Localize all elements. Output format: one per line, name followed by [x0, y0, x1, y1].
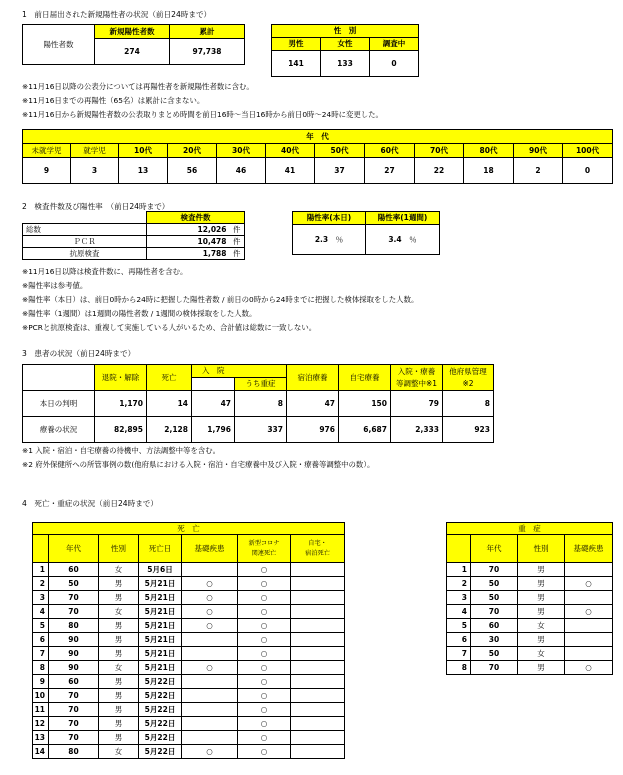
col-sex: 性別 — [518, 535, 565, 563]
covid-related-cell: ○ — [238, 731, 291, 745]
age-value: 22 — [415, 158, 464, 184]
basic-disease-cell: ○ — [182, 577, 238, 591]
cell: 47 — [192, 391, 235, 417]
row-number: 14 — [33, 745, 49, 759]
severe-row — [447, 563, 613, 577]
section2-heading: 2 検査件数及び陽性率 （前日24時まで） — [22, 202, 170, 211]
age-label: 60代 — [365, 144, 415, 158]
basic-disease-cell: ○ — [182, 605, 238, 619]
age-label: 10代 — [119, 144, 168, 158]
unit: 件 — [230, 236, 245, 248]
basic-disease-cell — [565, 563, 613, 577]
covid-related-cell: ○ — [238, 633, 291, 647]
death-date-cell: 5月22日 — [139, 703, 182, 717]
sex-cell: 女 — [99, 605, 139, 619]
death-date-cell: 5月21日 — [139, 619, 182, 633]
age-value: 0 — [563, 158, 613, 184]
home-death-cell — [291, 591, 345, 605]
death-row — [33, 661, 345, 675]
age-cell: 70 — [49, 703, 99, 717]
sex-cell: 男 — [99, 577, 139, 591]
age-cell: 70 — [49, 689, 99, 703]
basic-disease-cell: ○ — [182, 591, 238, 605]
home-death-cell — [291, 731, 345, 745]
death-row — [33, 563, 345, 577]
age-label: 80代 — [464, 144, 514, 158]
age-cell: 90 — [49, 647, 99, 661]
death-date-cell: 5月21日 — [139, 605, 182, 619]
col-covid-related-line2: 関連死亡 — [251, 549, 277, 557]
pcr-value: 10,478 — [147, 236, 230, 248]
death-date-cell: 5月22日 — [139, 745, 182, 759]
rate-day-header: 陽性率(本日) — [293, 212, 366, 225]
cell: 150 — [339, 391, 391, 417]
basic-disease-cell — [182, 675, 238, 689]
row-number: 8 — [33, 661, 49, 675]
sex-cell: 女 — [99, 563, 139, 577]
unit: 件 — [230, 248, 245, 260]
age-cell: 70 — [471, 661, 518, 675]
covid-related-cell: ○ — [238, 745, 291, 759]
covid-related-cell: ○ — [238, 661, 291, 675]
age-cell: 70 — [49, 731, 99, 745]
basic-disease-cell — [565, 633, 613, 647]
s2-note-4: ※陽性率（1週間）は1週間の陽性者数 / 1週間の検体採取をした人数。 — [22, 309, 257, 318]
death-date-cell: 5月6日 — [139, 563, 182, 577]
sex-cell: 女 — [99, 745, 139, 759]
severe-title: 重 症 — [447, 523, 613, 535]
sex-cell: 男 — [99, 591, 139, 605]
test-count-table — [22, 211, 245, 260]
home-header: 自宅療養 — [339, 365, 391, 391]
new-positive-value: 274 — [95, 39, 170, 65]
covid-related-cell: ○ — [238, 703, 291, 717]
covid-related-cell: ○ — [238, 717, 291, 731]
other-pref-header-2: ※2 — [443, 378, 494, 391]
pcr-label: ＰＣＲ — [23, 236, 147, 248]
death-row — [33, 689, 345, 703]
male-header: 男性 — [272, 38, 321, 51]
row-number: 10 — [33, 689, 49, 703]
unit: 件 — [230, 224, 245, 236]
age-label: 未就学児 — [23, 144, 71, 158]
cell: 6,687 — [339, 417, 391, 443]
col-covid-related-line1: 新型コロナ — [248, 539, 280, 547]
death-row — [33, 731, 345, 745]
death-table — [32, 522, 345, 759]
basic-disease-cell — [565, 647, 613, 661]
row-label: 本日の判明 — [23, 391, 95, 417]
cumulative-value: 97,738 — [170, 39, 245, 65]
sex-cell: 男 — [518, 563, 565, 577]
sex-cell: 女 — [99, 661, 139, 675]
cell: 923 — [443, 417, 494, 443]
severe-subheader: うち重症 — [235, 378, 287, 391]
death-date-cell: 5月21日 — [139, 633, 182, 647]
sex-cell: 男 — [518, 605, 565, 619]
age-label: 100代 — [563, 144, 613, 158]
basic-disease-cell: ○ — [182, 619, 238, 633]
age-value: 13 — [119, 158, 168, 184]
covid-related-cell: ○ — [238, 689, 291, 703]
age-value: 46 — [217, 158, 266, 184]
s2-note-5: ※PCRと抗原検査は、重複して実施している人がいるため、合計値は総数に一致しない。 — [22, 323, 317, 332]
age-value: 9 — [23, 158, 71, 184]
s3-note-1: ※1 入院・宿泊・自宅療養の待機中、方法調整中等を含む。 — [22, 446, 221, 455]
antigen-value: 1,788 — [147, 248, 230, 260]
death-row — [33, 591, 345, 605]
age-value: 3 — [71, 158, 119, 184]
home-death-cell — [291, 703, 345, 717]
hospital-header: 入 院 — [192, 365, 287, 378]
home-death-cell — [291, 675, 345, 689]
death-row — [33, 675, 345, 689]
age-value: 2 — [514, 158, 563, 184]
sex-cell: 男 — [99, 619, 139, 633]
col-basic-disease: 基礎疾患 — [182, 535, 238, 563]
death-row — [33, 633, 345, 647]
sex-cell: 男 — [99, 633, 139, 647]
sex-cell: 男 — [99, 689, 139, 703]
age-cell: 30 — [471, 633, 518, 647]
rate-week-value: 3.4 — [388, 234, 402, 244]
basic-disease-cell — [182, 689, 238, 703]
age-label: 40代 — [266, 144, 315, 158]
age-value: 37 — [315, 158, 365, 184]
age-cell: 60 — [471, 619, 518, 633]
death-row — [33, 619, 345, 633]
female-header: 女性 — [321, 38, 370, 51]
basic-disease-cell: ○ — [565, 605, 613, 619]
sex-cell: 男 — [518, 577, 565, 591]
home-death-cell — [291, 689, 345, 703]
section4-heading: 4 死亡・重症の状況（前日24時まで） — [22, 499, 158, 508]
age-cell: 50 — [471, 577, 518, 591]
age-label: 70代 — [415, 144, 464, 158]
covid-related-cell: ○ — [238, 577, 291, 591]
row-number: 3 — [447, 591, 471, 605]
row-number: 1 — [447, 563, 471, 577]
col-age: 年代 — [49, 535, 99, 563]
age-cell: 60 — [49, 675, 99, 689]
rate-day-cell — [293, 225, 366, 255]
col-home-death-line1: 自宅・ — [308, 539, 327, 547]
age-table — [22, 129, 613, 184]
age-cell: 70 — [471, 605, 518, 619]
rate-day-value: 2.3 — [314, 234, 329, 244]
positive-count-label: 陽性者数 — [23, 25, 95, 65]
col-sex: 性別 — [99, 535, 139, 563]
section3-heading: 3 患者の状況（前日24時まで） — [22, 349, 136, 358]
age-cell: 70 — [49, 605, 99, 619]
row-number: 7 — [33, 647, 49, 661]
age-cell: 50 — [49, 577, 99, 591]
sex-cell: 男 — [99, 675, 139, 689]
severe-row — [447, 605, 613, 619]
death-date-cell: 5月22日 — [139, 689, 182, 703]
home-death-cell — [291, 577, 345, 591]
home-death-cell — [291, 647, 345, 661]
basic-disease-cell — [182, 647, 238, 661]
patient-table — [22, 364, 494, 443]
col-death-date: 死亡日 — [139, 535, 182, 563]
positive-rate-table — [292, 211, 440, 255]
covid-related-cell: ○ — [238, 591, 291, 605]
col-covid-related — [238, 535, 291, 563]
severe-rows — [447, 563, 613, 675]
basic-disease-cell — [182, 717, 238, 731]
s2-note-1: ※11月16日以降は検査件数に、再陽性者を含む。 — [22, 267, 188, 276]
col-age: 年代 — [471, 535, 518, 563]
rate-week-cell — [366, 225, 440, 255]
covid-related-cell: ○ — [238, 619, 291, 633]
cell: 47 — [287, 391, 339, 417]
age-cell: 70 — [49, 591, 99, 605]
death-date-cell: 5月21日 — [139, 591, 182, 605]
male-value: 141 — [272, 51, 321, 77]
age-cell: 50 — [471, 647, 518, 661]
cell: 337 — [235, 417, 287, 443]
age-cell: 80 — [49, 619, 99, 633]
age-header: 年 代 — [23, 130, 613, 144]
home-death-cell — [291, 745, 345, 759]
death-date-cell: 5月21日 — [139, 647, 182, 661]
adjusting-header-2: 等調整中※1 — [391, 378, 443, 391]
cell: 79 — [391, 391, 443, 417]
death-date-cell: 5月22日 — [139, 717, 182, 731]
age-cell: 70 — [49, 717, 99, 731]
s1-note-1: ※11月16日以降の公表分については再陽性者を新規陽性者数に含む。 — [22, 82, 254, 91]
death-row — [33, 647, 345, 661]
basic-disease-cell: ○ — [182, 745, 238, 759]
death-row — [33, 703, 345, 717]
age-cell: 90 — [49, 661, 99, 675]
cell: 976 — [287, 417, 339, 443]
s2-note-3: ※陽性率（本日）は、前日0時から24時に把握した陽性者数 / 前日の0時から24時までに把握した検体採取をした人数。 — [22, 295, 419, 304]
severe-row — [447, 647, 613, 661]
investigating-header: 調査中 — [370, 38, 419, 51]
row-number: 6 — [447, 633, 471, 647]
death-header: 死亡 — [147, 365, 192, 391]
age-cell: 70 — [471, 563, 518, 577]
test-total-value: 12,026 — [147, 224, 230, 236]
section1-heading: 1 前日届出された新規陽性者の状況（前日24時まで） — [22, 10, 212, 19]
sex-cell: 男 — [99, 717, 139, 731]
new-positive-header: 新規陽性者数 — [95, 25, 170, 39]
row-number: 1 — [33, 563, 49, 577]
covid-related-cell: ○ — [238, 675, 291, 689]
covid-related-cell: ○ — [238, 605, 291, 619]
row-number: 4 — [33, 605, 49, 619]
adjusting-header-1: 入院・療養 — [391, 365, 443, 378]
home-death-cell — [291, 563, 345, 577]
age-cell: 90 — [49, 633, 99, 647]
age-cell: 60 — [49, 563, 99, 577]
age-value: 27 — [365, 158, 415, 184]
investigating-value: 0 — [370, 51, 419, 77]
col-home-death — [291, 535, 345, 563]
home-death-cell — [291, 661, 345, 675]
row-number: 4 — [447, 605, 471, 619]
female-value: 133 — [321, 51, 370, 77]
row-number: 9 — [33, 675, 49, 689]
basic-disease-cell: ○ — [565, 661, 613, 675]
death-date-cell: 5月21日 — [139, 661, 182, 675]
sex-header: 性 別 — [272, 25, 419, 38]
covid-related-cell: ○ — [238, 563, 291, 577]
severe-row — [447, 591, 613, 605]
row-number: 2 — [447, 577, 471, 591]
age-label: 就学児 — [71, 144, 119, 158]
death-title: 死 亡 — [33, 523, 345, 535]
basic-disease-cell — [565, 591, 613, 605]
sex-cell: 女 — [518, 619, 565, 633]
age-label: 90代 — [514, 144, 563, 158]
covid-related-cell: ○ — [238, 647, 291, 661]
sex-cell: 男 — [99, 703, 139, 717]
age-cell: 80 — [49, 745, 99, 759]
s1-note-2: ※11月16日までの再陽性（65名）は累計に含まない。 — [22, 96, 205, 105]
age-value: 41 — [266, 158, 315, 184]
basic-disease-cell: ○ — [565, 577, 613, 591]
new-positive-table — [22, 24, 245, 65]
cumulative-header: 累計 — [170, 25, 245, 39]
row-number: 5 — [447, 619, 471, 633]
sex-cell: 男 — [99, 731, 139, 745]
death-date-cell: 5月22日 — [139, 675, 182, 689]
basic-disease-cell — [182, 703, 238, 717]
test-count-header: 検査件数 — [147, 212, 245, 224]
basic-disease-cell — [565, 619, 613, 633]
col-home-death-line2: 宿泊死亡 — [305, 549, 330, 557]
basic-disease-cell — [182, 563, 238, 577]
death-row — [33, 717, 345, 731]
death-row — [33, 745, 345, 759]
s3-note-2: ※2 府外保健所への所管事例の数(他府県における入院・宿泊・自宅療養中及び入院・療養等調整中の数）。 — [22, 460, 375, 469]
cell: 14 — [147, 391, 192, 417]
home-death-cell — [291, 633, 345, 647]
row-label: 療養の状況 — [23, 417, 95, 443]
sex-cell: 男 — [99, 647, 139, 661]
age-cell: 50 — [471, 591, 518, 605]
age-label: 20代 — [168, 144, 217, 158]
antigen-label: 抗原検査 — [23, 248, 147, 260]
s1-note-3: ※11月16日から新規陽性者数の公表取りまとめ時間を前日16時～当日16時から前日0時～24時に変更した。 — [22, 110, 383, 119]
age-value: 18 — [464, 158, 514, 184]
row-number: 5 — [33, 619, 49, 633]
age-label: 50代 — [315, 144, 365, 158]
row-number: 8 — [447, 661, 471, 675]
basic-disease-cell — [182, 731, 238, 745]
discharged-header: 退院・解除 — [95, 365, 147, 391]
home-death-cell — [291, 619, 345, 633]
death-row — [33, 577, 345, 591]
rate-week-header: 陽性率(1週間) — [366, 212, 440, 225]
sex-cell: 女 — [518, 647, 565, 661]
col-basic-disease: 基礎疾患 — [565, 535, 613, 563]
basic-disease-cell: ○ — [182, 661, 238, 675]
death-date-cell: 5月22日 — [139, 731, 182, 745]
cell: 2,128 — [147, 417, 192, 443]
other-pref-header-1: 他府県管理 — [443, 365, 494, 378]
severe-table — [446, 522, 613, 675]
cell: 82,895 — [95, 417, 147, 443]
home-death-cell — [291, 717, 345, 731]
age-value: 56 — [168, 158, 217, 184]
row-number: 13 — [33, 731, 49, 745]
cell: 1,170 — [95, 391, 147, 417]
sex-table — [271, 24, 419, 77]
s2-note-2: ※陽性率は参考値。 — [22, 281, 88, 290]
death-rows — [33, 563, 345, 759]
percent-sign: ％ — [409, 234, 417, 244]
sex-cell: 男 — [518, 633, 565, 647]
row-number: 11 — [33, 703, 49, 717]
row-number: 3 — [33, 591, 49, 605]
cell: 1,796 — [192, 417, 235, 443]
percent-sign: ％ — [335, 234, 344, 244]
severe-row — [447, 577, 613, 591]
row-number: 2 — [33, 577, 49, 591]
cell: 2,333 — [391, 417, 443, 443]
row-number: 7 — [447, 647, 471, 661]
row-number: 12 — [33, 717, 49, 731]
death-row — [33, 605, 345, 619]
severe-row — [447, 619, 613, 633]
basic-disease-cell — [182, 633, 238, 647]
cell: 8 — [235, 391, 287, 417]
cell: 8 — [443, 391, 494, 417]
sex-cell: 男 — [518, 591, 565, 605]
test-total-label: 総数 — [23, 224, 147, 236]
age-label: 30代 — [217, 144, 266, 158]
severe-row — [447, 661, 613, 675]
death-date-cell: 5月21日 — [139, 577, 182, 591]
row-number: 6 — [33, 633, 49, 647]
lodging-header: 宿泊療養 — [287, 365, 339, 391]
home-death-cell — [291, 605, 345, 619]
severe-row — [447, 633, 613, 647]
sex-cell: 男 — [518, 661, 565, 675]
